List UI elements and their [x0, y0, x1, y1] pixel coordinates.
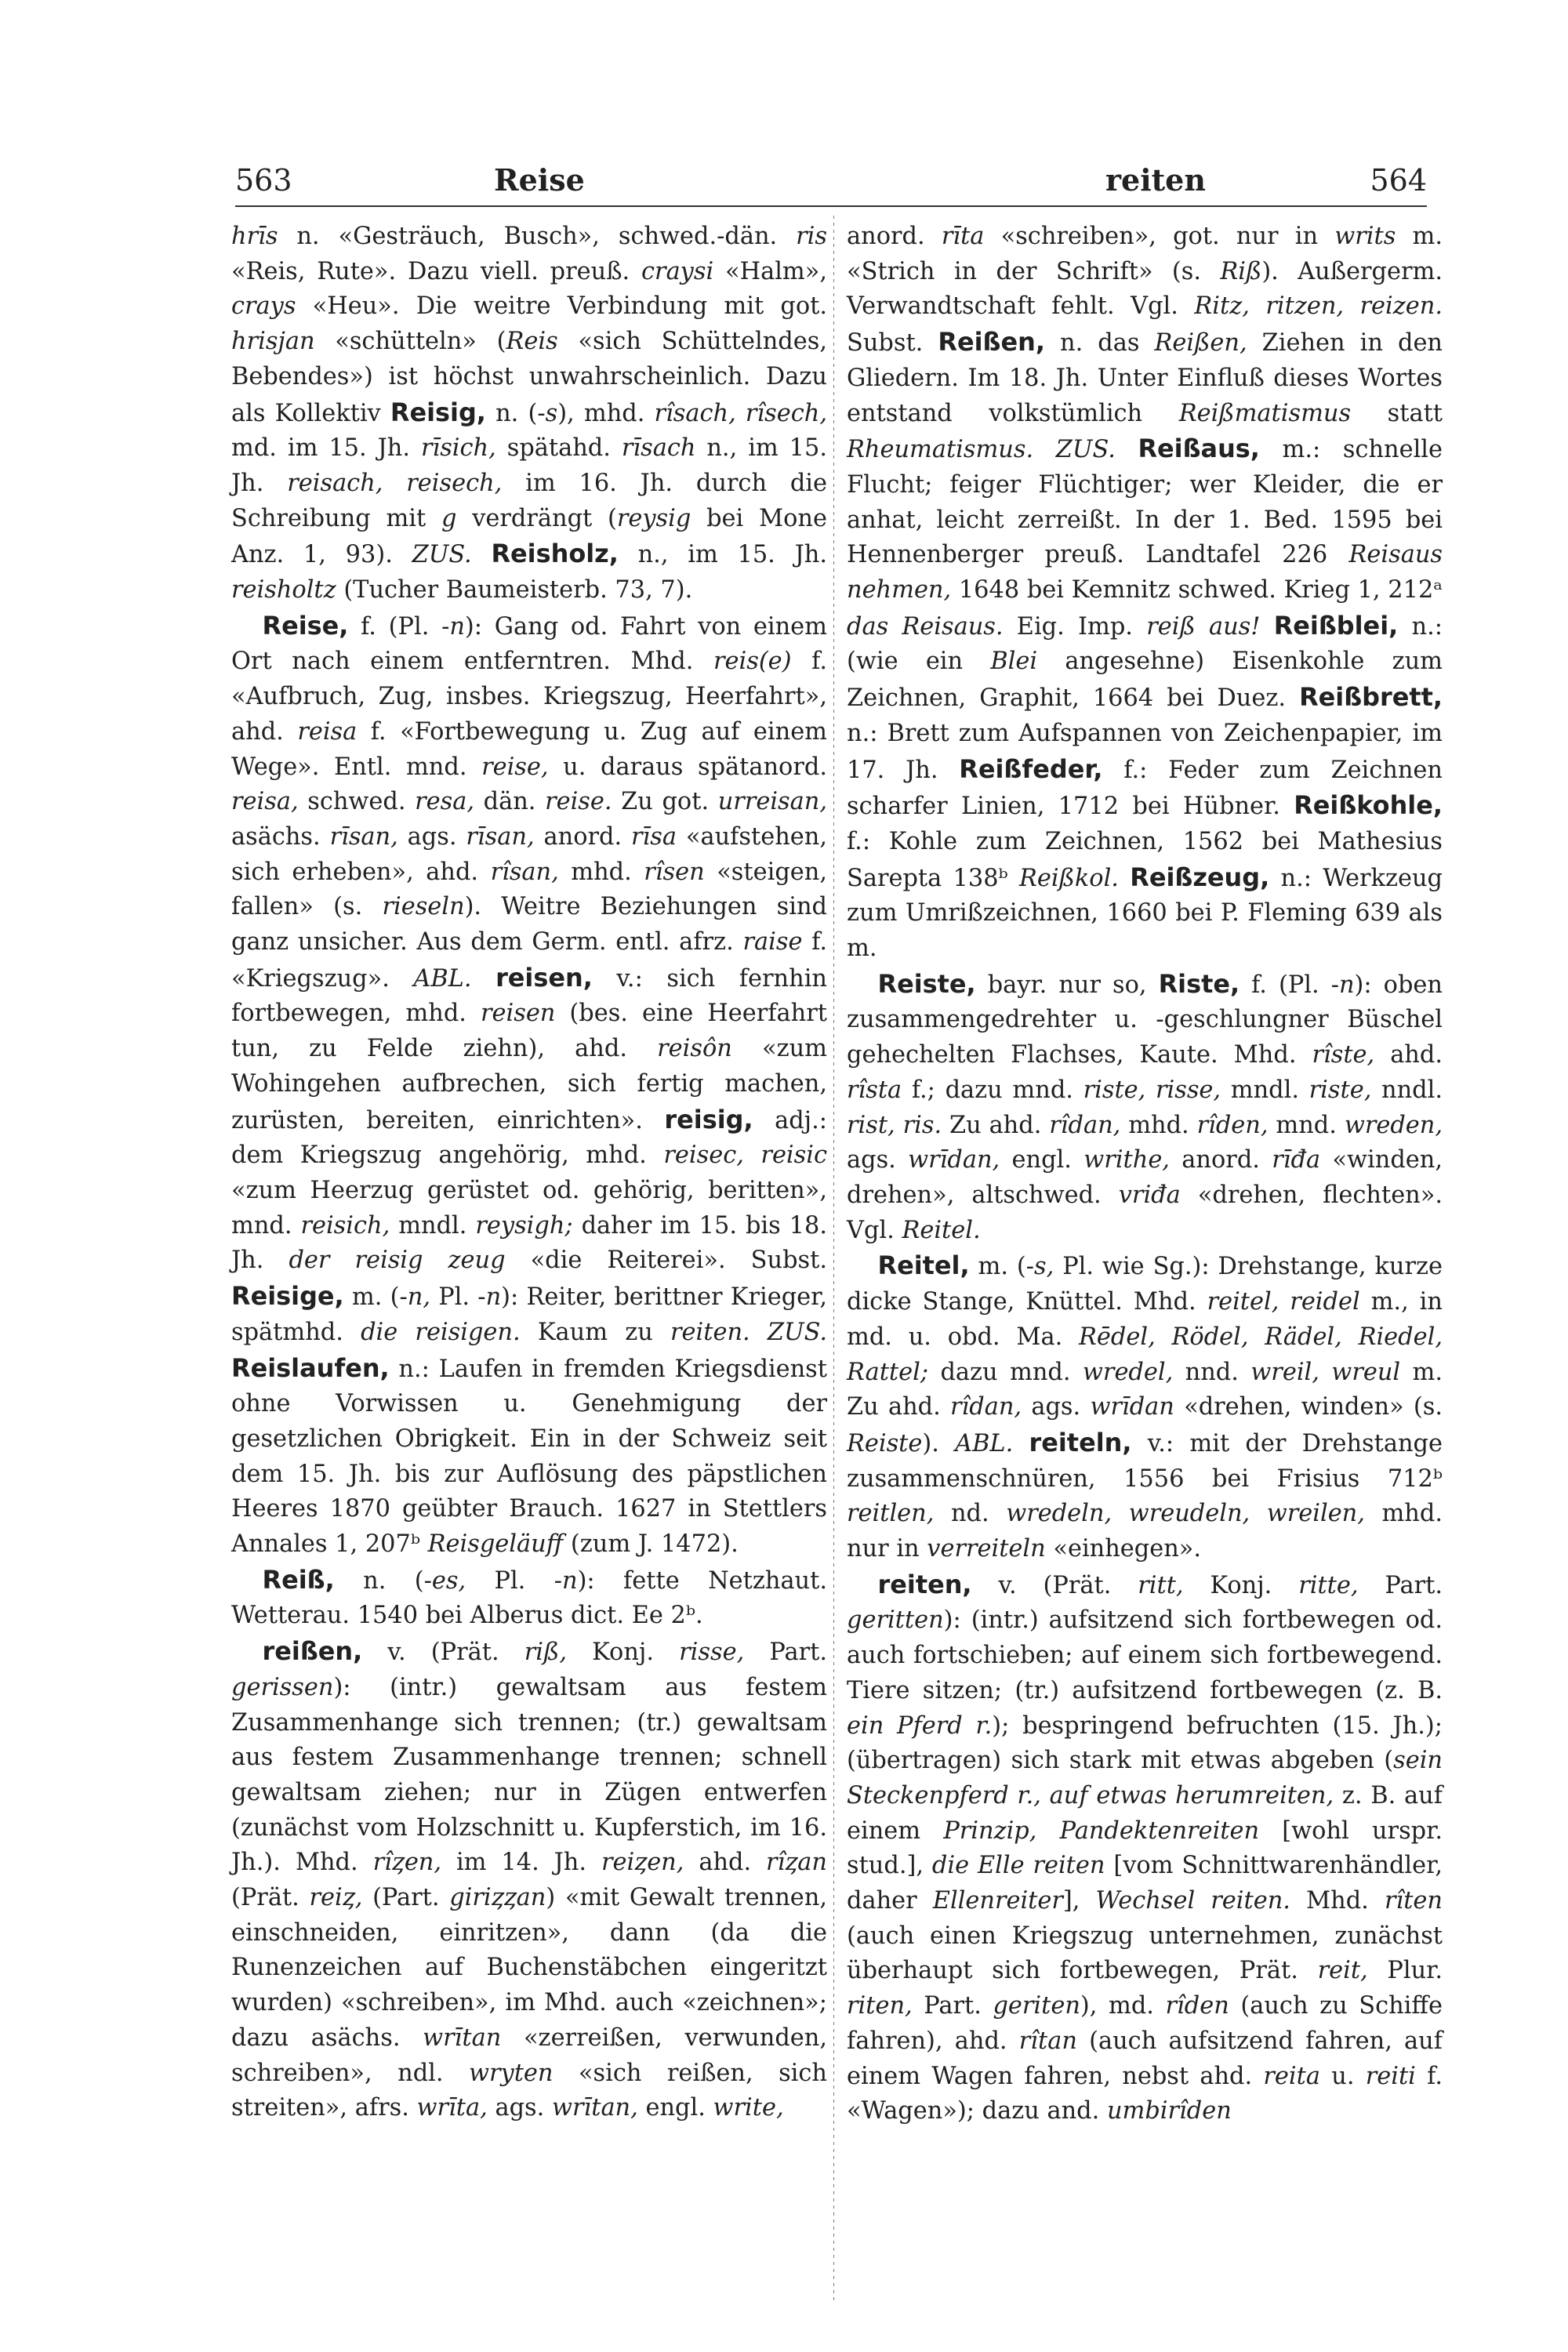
- dictionary-entry: [231, 608, 827, 1563]
- entry-text: ); bespringend befruchten (15. Jh.); (übertragen) sich stark mit etwas abgeben (: [847, 1711, 1443, 1775]
- headword: Reislaufen,: [231, 1352, 390, 1383]
- headword: reiten,: [877, 1569, 972, 1599]
- headword: Reiß,: [262, 1564, 335, 1595]
- italic-form: Riß: [1220, 257, 1262, 285]
- entry-text: md. im 15. Jh.: [231, 434, 421, 463]
- italic-form: reisa: [297, 717, 358, 746]
- entry-text: adj.: dem Kriegszug angehörig, mhd.: [231, 1106, 827, 1170]
- entry-text: Kaum zu: [520, 1318, 671, 1346]
- entry-text: im 14. Jh.: [441, 1849, 601, 1877]
- italic-form: reisen: [480, 1000, 556, 1028]
- entry-text: (auch zu Schiffe fahren), ahd.: [847, 1992, 1443, 2055]
- italic-form: reisec, reisic: [663, 1142, 827, 1170]
- entry-text: Konj.: [566, 1639, 680, 1667]
- italic-form: reisholtz: [231, 576, 336, 604]
- italic-form: craysi: [641, 257, 714, 285]
- entry-text: ags.: [397, 822, 466, 851]
- headword: Reisige,: [231, 1281, 344, 1312]
- entry-text: [1013, 1430, 1029, 1457]
- entry-text: m. Zu ahd.: [847, 1358, 1443, 1421]
- italic-form: umbirîden: [1106, 2097, 1232, 2125]
- entry-text: n.: Werkzeug zum Umrißzeichnen, 1660 bei P. Fleming 639 als m.: [847, 864, 1443, 963]
- italic-form: riß,: [524, 1639, 567, 1667]
- entry-text: schwed.: [298, 788, 416, 816]
- entry-text: u.: [1319, 2062, 1366, 2090]
- headword: Reiste,: [877, 968, 976, 999]
- italic-form: Reißen,: [1154, 329, 1247, 358]
- italic-form: n: [485, 1283, 502, 1312]
- entry-text: [472, 965, 496, 993]
- italic-form: rīsa: [631, 822, 677, 851]
- italic-form: Reitel.: [902, 1216, 981, 1244]
- entry-text: Zu got.: [612, 788, 718, 816]
- italic-form: reysigh;: [475, 1211, 573, 1240]
- entry-text: n. (-: [485, 399, 546, 427]
- entry-text: Part.: [912, 1992, 993, 2020]
- italic-form: riste, risse,: [1083, 1076, 1221, 1104]
- italic-form: Ritz, ritzen, reizen.: [1194, 292, 1443, 321]
- entry-text: n.: Laufen in fremden Kriegsdienst ohne Vorwissen u. Genehmigung der gesetzlichen Obrigkeit. Ein in der Schweiz seit dem 15. Jh. bis zur Auflösung des päpstlichen Heeres 1870 geübter Brauch. 1627 in Stettlers Annales 1, 207ᵇ: [231, 1355, 827, 1559]
- entry-text: ). Außergerm. Verwandtschaft fehlt. Vgl.: [847, 257, 1443, 321]
- headword: Reise,: [262, 610, 349, 641]
- dictionary-entry: [231, 1563, 827, 1634]
- italic-form: reiß aus!: [1146, 612, 1261, 641]
- entry-text: im 16. Jh. durch die Schreibung mit: [231, 469, 827, 532]
- entry-text: ahd.: [1374, 1041, 1443, 1069]
- italic-form: s: [545, 399, 558, 427]
- italic-form: Reiste: [847, 1429, 923, 1457]
- entry-text: nd.: [934, 1500, 1007, 1528]
- entry-text: asächs.: [231, 822, 330, 851]
- entry-text: ): oben zusammengedrehter u. -geschlungner Büschel gehechelten Flachses, Kaute. Mhd.: [847, 971, 1443, 1069]
- entry-text: daher im 15. bis 18. Jh.: [231, 1211, 828, 1275]
- entry-text: n. «Gesträuch, Busch», schwed.-dän.: [278, 223, 797, 250]
- italic-form: ris: [796, 223, 827, 250]
- entry-text: ahd.: [684, 1849, 767, 1877]
- entry-text: spätahd.: [495, 434, 622, 463]
- entry-text: n.: Brett zum Aufspannen von Zeichenpapier, im 17. Jh.: [847, 719, 1443, 784]
- dictionary-entry: [847, 220, 1443, 967]
- italic-form: hrīs: [231, 223, 278, 250]
- entry-text: (zum J. 1472).: [563, 1530, 739, 1559]
- entry-text: ) «mit Gewalt trennen, einschneiden, einritzen», dann (da die Runenzeichen auf Buchenstäbchen eingeritzt wurden) «schreiben», im Mhd. auch «zeichnen»; dazu asächs.: [231, 1884, 827, 2052]
- entry-text: n. das: [1044, 329, 1155, 358]
- italic-form: der reisig zeug: [289, 1247, 506, 1275]
- italic-form: verreiteln: [927, 1535, 1046, 1563]
- italic-form: ABL.: [955, 1429, 1014, 1457]
- entry-text: f.: Kohle zum Zeichnen, 1562 bei Mathesius Sarepta 138ᵇ: [847, 827, 1443, 892]
- entry-text: m. (-: [343, 1283, 408, 1312]
- entry-text: m. (-: [969, 1253, 1035, 1281]
- italic-form: wrītan: [423, 2024, 502, 2052]
- page-number-right: 564: [1370, 163, 1427, 198]
- italic-form: wryten: [469, 2059, 554, 2087]
- headword: Reisholz,: [491, 539, 619, 569]
- italic-form: wrīta,: [416, 2094, 488, 2122]
- entry-text: v. (Prät.: [971, 1571, 1138, 1599]
- italic-form: wrītan,: [551, 2094, 638, 2122]
- entry-text: ): (intr.) aufsitzend sich fortbewegen od. auch fortschieben; auf einem sich fortbewegend. Tiere sitzen; (tr.) aufsitzend fortbewegen (z. B.: [847, 1606, 1443, 1704]
- entry-text: m., in md. u. obd. Ma.: [847, 1288, 1443, 1351]
- entry-text: m. «Strich in der Schrift» (s.: [847, 223, 1443, 285]
- entry-text: v.: mit der Drehstange zusammenschnüren, 1556 bei Frisius 712ᵇ: [847, 1429, 1443, 1493]
- entry-text: anord.: [534, 822, 632, 851]
- entry-text: «schütteln» (: [314, 328, 506, 356]
- italic-form: g: [441, 504, 457, 532]
- entry-text: [750, 1319, 768, 1346]
- entry-text: Part.: [744, 1639, 827, 1667]
- entry-text: m.: schnelle Flucht; feiger Flüchtiger; wer Kleider, die er anhat, leicht zerreißt. In der 1. Bed. 1595 bei Hennenberger preuß. Landtafel 226: [847, 436, 1443, 569]
- italic-form: ritte,: [1298, 1571, 1359, 1599]
- entry-text: [vom Schnittwarenhändler, daher: [847, 1852, 1443, 1915]
- right-column: [847, 220, 1443, 2129]
- entry-text: f.; dazu mnd.: [902, 1076, 1083, 1104]
- italic-form: reise,: [481, 753, 549, 781]
- italic-form: ritt,: [1138, 1571, 1184, 1599]
- entry-text: n., im 15. Jh.: [618, 541, 827, 569]
- italic-form: Prinzip, Pandektenreiten: [943, 1817, 1260, 1845]
- entry-text: v. (Prät.: [362, 1639, 524, 1667]
- entry-text: «Heu». Die weitre Verbindung mit got.: [296, 292, 827, 321]
- italic-form: riste,: [1308, 1076, 1372, 1104]
- entry-text: (auch einen Kriegszug unternehmen, zunächst überhaupt sich fortbewegen, Prät.: [847, 1922, 1443, 1985]
- entry-text: «die Reiterei». Subst.: [505, 1247, 827, 1275]
- italic-form: Reisaus nehmen,: [847, 541, 1443, 604]
- italic-form: reise.: [545, 788, 612, 816]
- italic-form: hrisjan: [231, 328, 315, 356]
- italic-form: rîste,: [1312, 1041, 1375, 1069]
- entry-text: «schreiben», got. nur in: [984, 223, 1335, 250]
- italic-form: reita: [1263, 2062, 1320, 2090]
- entry-text: f.: Feder zum Zeichnen scharfer Linien, 1712 bei Hübner.: [847, 756, 1443, 821]
- headword: Reißkohle,: [1294, 790, 1443, 821]
- entry-text: ags.: [847, 1146, 909, 1174]
- italic-form: reit,: [1317, 1957, 1368, 1985]
- dictionary-entry: [231, 1634, 827, 2126]
- entry-text: «sich Schüttelndes, Bebendes») ist höchst unwahrscheinlich. Dazu als Kollektiv: [231, 328, 827, 427]
- italic-form: rîtan: [1018, 2027, 1077, 2055]
- entry-text: ), md.: [1080, 1992, 1166, 2020]
- dictionary-entry: [847, 1248, 1443, 1566]
- entry-text: (Part.: [362, 1884, 450, 1912]
- headword: Reißen,: [938, 327, 1045, 358]
- entry-text: ).: [922, 1429, 956, 1457]
- italic-form: Blei: [990, 648, 1038, 676]
- italic-form: rīđa: [1272, 1146, 1321, 1174]
- entry-text: Zu ahd.: [942, 1111, 1050, 1139]
- entry-text: nnd.: [1173, 1358, 1251, 1386]
- italic-form: write,: [713, 2094, 784, 2122]
- entry-text: Plur.: [1367, 1957, 1443, 1985]
- italic-form: reitlen,: [847, 1500, 935, 1528]
- italic-form: Rēdel, Rödel, Rädel, Riedel, Rattel;: [847, 1323, 1443, 1386]
- italic-form: reisôn: [657, 1035, 732, 1063]
- italic-form: reiȥ,: [309, 1884, 363, 1912]
- entry-text: f. «Kriegszug».: [231, 928, 827, 993]
- entry-text: v.: sich fernhin fortbewegen, mhd.: [231, 964, 827, 1028]
- entry-text: [1119, 865, 1130, 892]
- italic-form: crays: [231, 292, 296, 321]
- entry-text: ). Weitre Beziehungen sind ganz unsicher. Aus dem Germ. entl. afrz.: [231, 893, 827, 956]
- entry-text: n.: (wie ein: [847, 612, 1443, 676]
- entry-text: statt: [1351, 399, 1443, 427]
- entry-text: [wohl urspr. stud.],: [847, 1817, 1443, 1880]
- entry-text: ), mhd.: [557, 399, 655, 427]
- italic-form: sein Steckenpferd r., auf etwas herumreiten,: [847, 1747, 1443, 1809]
- entry-text: (Tucher Baumeisterb. 73, 7).: [336, 576, 693, 604]
- dictionary-entry: [847, 1567, 1443, 2129]
- entry-text: mndl.: [1221, 1076, 1309, 1104]
- entry-text: [1260, 613, 1273, 641]
- headword: Reißfeder,: [959, 753, 1103, 784]
- entry-text: «zum Wohingehen aufbrechen, sich fertig machen, zurüsten, bereiten, einrichten».: [231, 1035, 827, 1134]
- italic-form: rîsta: [847, 1076, 902, 1104]
- entry-text: [1033, 436, 1056, 463]
- entry-text: z. B. auf einem: [847, 1781, 1443, 1845]
- entry-text: bei Mone Anz. 1, 93).: [231, 504, 827, 569]
- italic-form: Rheumatismus.: [847, 436, 1034, 464]
- italic-form: rîten: [1384, 1887, 1443, 1915]
- entry-text: angesehne) Eisenkohle zum Zeichnen, Graphit, 1664 bei Duez.: [847, 648, 1443, 713]
- italic-form: writs: [1334, 223, 1396, 250]
- italic-form: wredel,: [1082, 1358, 1174, 1386]
- headword: Reitel,: [877, 1250, 970, 1281]
- running-headword-left: Reise: [494, 162, 585, 198]
- headword: reisen,: [495, 962, 593, 993]
- italic-form: resa,: [415, 788, 475, 816]
- italic-form: rīsich,: [420, 434, 496, 463]
- italic-form: writhe,: [1083, 1146, 1170, 1174]
- running-head: [235, 157, 1427, 204]
- entry-text: n. (-: [334, 1566, 432, 1595]
- italic-form: rîdan,: [950, 1393, 1022, 1421]
- italic-form: Reis: [506, 328, 558, 356]
- entry-text: «sich reißen, sich streiten», afrs.: [231, 2059, 827, 2122]
- entry-text: engl.: [637, 2094, 713, 2122]
- entry-text: «steigen, fallen» (s.: [231, 858, 827, 921]
- italic-form: wredeln, wreudeln, wreilen,: [1006, 1500, 1365, 1528]
- italic-form: reisich,: [300, 1211, 390, 1240]
- entry-text: bayr. nur so,: [975, 971, 1159, 999]
- entry-text: f. (Pl. -: [1240, 971, 1339, 999]
- entry-text: Pl. -: [430, 1283, 486, 1312]
- entry-text: ags.: [1022, 1393, 1091, 1421]
- italic-form: rîȥan: [766, 1849, 827, 1877]
- entry-text: anord.: [847, 223, 942, 250]
- italic-form: rieseln: [382, 893, 465, 921]
- italic-form: reiten.: [670, 1318, 750, 1346]
- entry-text: Pl. -: [466, 1566, 562, 1595]
- entry-text: f. «Aufbruch, Zug, insbes. Kriegszug, Heerfahrt», ahd.: [231, 648, 827, 746]
- header-rule: [235, 205, 1427, 207]
- column-divider: [833, 216, 834, 2301]
- italic-form: Reißkol.: [1018, 864, 1119, 892]
- entry-text: ags.: [487, 2094, 552, 2122]
- entry-text: ): Reiter, berittner Krieger, spätmhd.: [231, 1283, 827, 1346]
- entry-text: u. daraus spätanord.: [548, 753, 827, 781]
- entry-text: ): Gang od. Fahrt von einem Ort nach einem entferntren. Mhd.: [231, 612, 827, 676]
- italic-form: risse,: [679, 1639, 745, 1667]
- entry-text: Mhd.: [1290, 1887, 1385, 1915]
- entry-text: Ziehen in den Gliedern. Im 18. Jh. Unter Einfluß dieses Wortes entstand volkstümlich: [847, 329, 1443, 427]
- italic-form: n: [1338, 971, 1355, 999]
- entry-text: (Prät.: [231, 1884, 310, 1912]
- entry-text: ],: [1062, 1887, 1096, 1915]
- entry-text: «Halm»,: [713, 257, 828, 285]
- entry-text: «drehen, flechten». Vgl.: [847, 1181, 1443, 1244]
- entry-text: (auch aufsitzend fahren, auf einem Wagen fahren, nebst ahd.: [847, 2027, 1443, 2090]
- entry-text: n., im 15. Jh.: [231, 434, 827, 497]
- italic-form: ZUS.: [767, 1318, 827, 1346]
- headword: Reißblei,: [1273, 610, 1399, 641]
- italic-form: s,: [1034, 1253, 1054, 1281]
- italic-form: rîȥen,: [372, 1849, 442, 1877]
- entry-text: ): fette Netzhaut. Wetterau. 1540 bei Alberus dict. Ee 2ᵇ.: [231, 1566, 828, 1630]
- italic-form: geritten: [847, 1606, 944, 1635]
- entry-text: dän.: [474, 788, 546, 816]
- italic-form: vriđa: [1118, 1181, 1181, 1209]
- entry-text: mnd.: [1268, 1111, 1345, 1139]
- entry-text: 1648 bei Kemnitz schwed. Krieg 1, 212ᵃ: [951, 576, 1443, 604]
- italic-form: rīta: [941, 223, 985, 250]
- entry-text: engl.: [1000, 1146, 1084, 1174]
- italic-form: reitel, reidel: [1207, 1288, 1360, 1316]
- dictionary-entry: [231, 220, 827, 608]
- headword: Reisig,: [390, 397, 486, 427]
- italic-form: rīsan,: [329, 822, 398, 851]
- entry-text: «aufstehen, sich erheben», ahd.: [231, 822, 828, 886]
- italic-form: Wechsel reiten.: [1095, 1887, 1290, 1915]
- italic-form: rîden,: [1196, 1111, 1269, 1139]
- italic-form: wrīdan,: [908, 1146, 1000, 1174]
- entry-text: f. «Fortbewegung u. Zug auf einem Wege». Entl. mnd.: [231, 717, 828, 781]
- italic-form: gerissen: [231, 1673, 334, 1701]
- italic-form: n: [449, 612, 465, 641]
- dictionary-entry: [847, 967, 1443, 1249]
- entry-text: mndl.: [390, 1211, 476, 1240]
- italic-form: rist, ris.: [847, 1111, 942, 1139]
- entry-text: «zum Heerzug gerüstet od. gehörig, beritten», mnd.: [231, 1176, 827, 1240]
- entry-text: verdrängt (: [456, 504, 617, 532]
- italic-form: reiȥen,: [601, 1849, 684, 1877]
- italic-form: riten,: [847, 1992, 913, 2020]
- italic-form: n,: [407, 1283, 430, 1312]
- entry-text: Konj.: [1183, 1571, 1299, 1599]
- entry-text: Part.: [1358, 1571, 1443, 1599]
- italic-form: ZUS.: [412, 541, 472, 569]
- italic-form: wreden,: [1344, 1111, 1443, 1139]
- headword: Riste,: [1158, 968, 1240, 999]
- italic-form: raise: [742, 928, 803, 956]
- page-number-left: 563: [235, 163, 292, 198]
- italic-form: reiti: [1365, 2062, 1416, 2090]
- entry-text: Pl. wie Sg.): Drehstange, kurze dicke Stange, Knüttel. Mhd.: [847, 1253, 1443, 1316]
- italic-form: die reisigen.: [361, 1318, 521, 1346]
- entry-text: «winden, drehen», altschwed.: [847, 1146, 1443, 1209]
- italic-form: reis(e): [713, 648, 792, 676]
- italic-form: die Elle reiten: [931, 1852, 1105, 1880]
- italic-form: ein Pferd r.: [847, 1711, 993, 1740]
- left-column: [231, 220, 827, 2126]
- italic-form: rīsan,: [466, 822, 535, 851]
- italic-form: wreil, wreul: [1250, 1358, 1401, 1386]
- italic-form: n: [561, 1566, 578, 1595]
- entry-text: [472, 541, 492, 568]
- italic-form: ABL.: [413, 964, 472, 993]
- entry-text: «Reis, Rute». Dazu viell. preuß.: [231, 257, 642, 285]
- italic-form: giriȥȥan: [449, 1884, 546, 1912]
- entry-text: Eig. Imp.: [1003, 612, 1147, 641]
- headword: Reißzeug,: [1130, 862, 1270, 892]
- italic-form: Reißmatismus: [1178, 399, 1352, 427]
- entry-text: anord.: [1169, 1146, 1272, 1174]
- running-headword-right: reiten: [1105, 162, 1206, 198]
- entry-text: nndl.: [1371, 1076, 1443, 1104]
- italic-form: rîden: [1165, 1992, 1229, 2020]
- entry-text: [1116, 436, 1138, 463]
- italic-form: es,: [431, 1566, 466, 1595]
- entry-text: dazu mnd.: [928, 1358, 1083, 1386]
- entry-text: mhd. nur in: [847, 1500, 1443, 1563]
- entry-text: «drehen, winden» (s.: [1174, 1393, 1443, 1421]
- entry-text: mhd.: [1120, 1111, 1197, 1139]
- italic-form: rîsen: [644, 858, 705, 886]
- entry-text: Subst.: [847, 329, 938, 358]
- italic-form: rîsach, rîsech,: [654, 399, 827, 427]
- entry-text: f. (Pl. -: [348, 612, 450, 641]
- headword: Reißbrett,: [1299, 682, 1443, 713]
- italic-form: ZUS.: [1055, 436, 1116, 464]
- entry-text: «zerreißen, verwunden, schreiben», ndl.: [231, 2024, 827, 2087]
- italic-form: Reisgeläuff: [427, 1530, 564, 1559]
- entry-text: (bes. eine Heerfahrt tun, zu Felde ziehn), ahd.: [231, 1000, 827, 1063]
- headword: Reißaus,: [1138, 434, 1260, 464]
- headword: reiteln,: [1029, 1427, 1132, 1457]
- italic-form: Ellenreiter: [932, 1887, 1063, 1915]
- italic-form: geriten: [993, 1992, 1080, 2020]
- entry-text: «einhegen».: [1045, 1535, 1202, 1563]
- headword: reisig,: [664, 1104, 753, 1134]
- italic-form: rîsan,: [490, 858, 559, 886]
- italic-form: rîdan,: [1049, 1111, 1121, 1139]
- entry-text: mhd.: [558, 858, 644, 886]
- italic-form: reisach, reisech,: [287, 469, 503, 497]
- italic-form: reisa,: [231, 788, 299, 816]
- italic-form: rīsach: [621, 434, 696, 463]
- entry-text: ): (intr.) gewaltsam aus festem Zusammenhange sich trennen; (tr.) gewaltsam aus festem Zusammenhange trennen; schnell gewaltsam ziehen; nur in Zügen entwerfen (zunächst vom Holzschnitt u. Kupferstich, im 16. Jh.). Mhd.: [231, 1673, 827, 1877]
- entry-text: f. «Wagen»); dazu and.: [847, 2062, 1443, 2125]
- headword: reißen,: [262, 1636, 363, 1667]
- italic-form: urreisan,: [717, 788, 827, 816]
- italic-form: das Reisaus.: [847, 612, 1004, 641]
- italic-form: wrīdan: [1090, 1393, 1174, 1421]
- italic-form: reysig: [616, 504, 691, 532]
